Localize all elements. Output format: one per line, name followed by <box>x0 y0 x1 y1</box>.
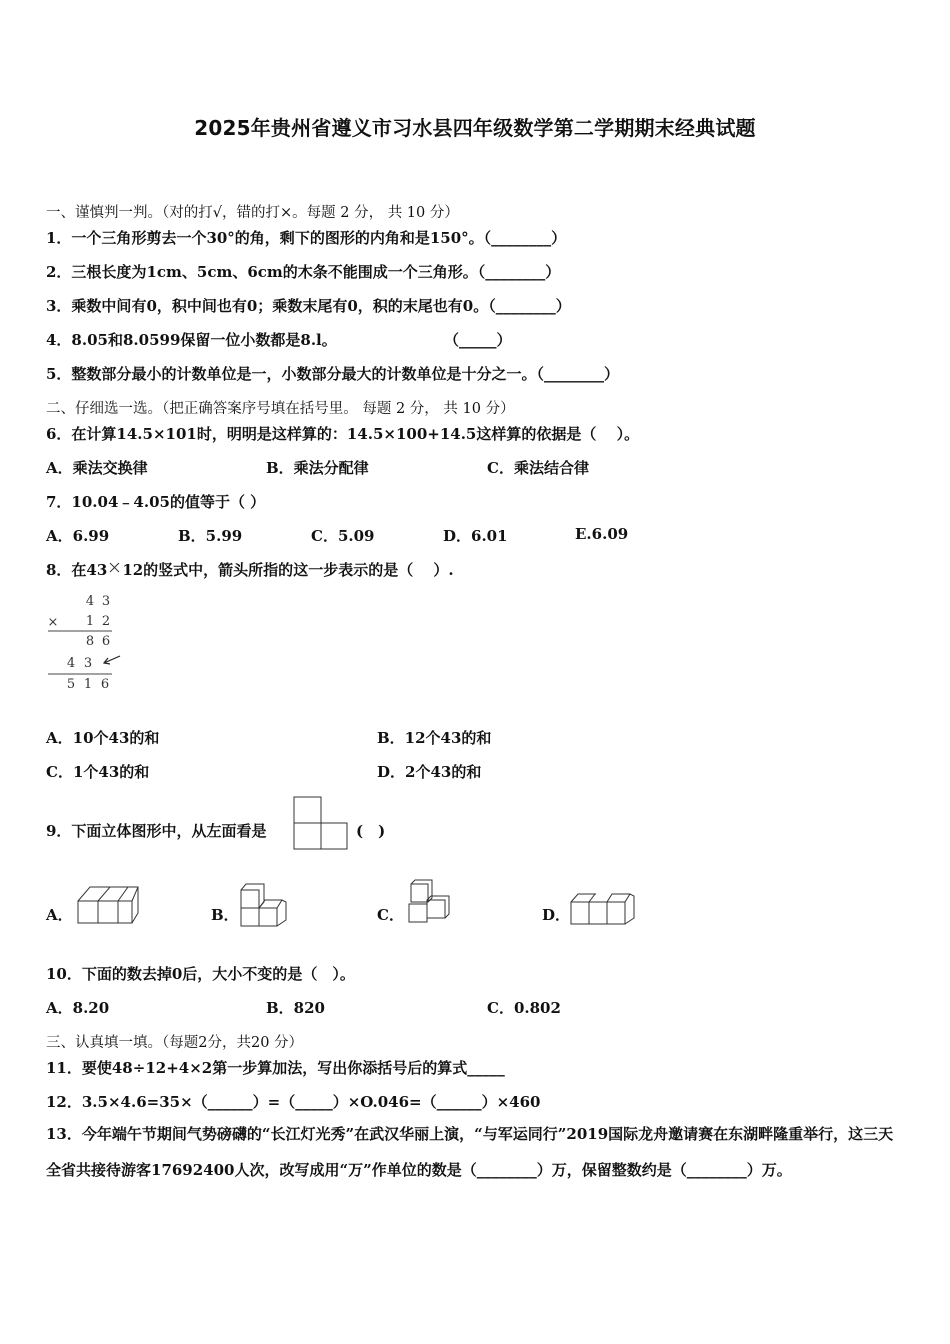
calc-digit: 1 <box>85 614 95 629</box>
q8-option-d: D．2个43的和 <box>377 763 482 781</box>
q8-option-a: A．10个43的和 <box>46 729 160 747</box>
q9-option-c: C． <box>377 906 404 924</box>
calc-times-sign: × <box>47 615 59 630</box>
q6-option-a: A．乘法交换律 <box>46 459 148 477</box>
question-6: 6．在计算14.5×101时，明明是这样算的：14.5×100+14.5这样算的依据是（ ）。 <box>46 425 640 443</box>
left-view-shape <box>293 796 349 852</box>
q7-option-d: D．6.01 <box>443 527 508 545</box>
calc-digit: 1 <box>83 677 93 692</box>
question-3: 3．乘数中间有0，积中间也有0；乘数末尾有0，积的末尾也有0。（________） <box>46 297 571 315</box>
calc-digit: 5 <box>66 677 76 692</box>
question-12: 12．3.5×4.6=35×（______）=（_____）×O.046=（______）×460 <box>46 1093 541 1111</box>
q8-text-start: 8．在43 <box>46 561 108 579</box>
q9-option-c-figure <box>404 878 452 926</box>
q7-option-e: E.6.09 <box>575 525 629 543</box>
q6-option-c: C．乘法结合律 <box>487 459 589 477</box>
question-11: 11．要使48÷12+4×2第一步算加法，写出你添括号后的算式_____ <box>46 1059 505 1077</box>
q10-option-c: C．0.802 <box>487 999 561 1017</box>
section-3-heading: 三、认真填一填。（每题2分，共20 分） <box>46 1035 304 1051</box>
question-5: 5．整数部分最小的计数单位是一，小数部分最大的计数单位是十分之一。（________） <box>46 365 619 383</box>
q9-option-b-figure <box>238 880 290 928</box>
question-8 <box>46 559 454 580</box>
calc-digit: 6 <box>101 634 111 649</box>
calc-digit: 8 <box>85 634 95 649</box>
q8-option-c: C．1个43的和 <box>46 763 150 781</box>
calc-digit: 6 <box>100 677 110 692</box>
arrow-icon <box>104 656 120 664</box>
calc-digit: 3 <box>101 594 111 609</box>
q7-option-b: B．5.99 <box>178 527 243 545</box>
q9-option-b: B． <box>211 906 239 924</box>
page-title: 2025年贵州省遵义市习水县四年级数学第二学期期末经典试题 <box>194 116 756 140</box>
q9-option-d: D． <box>542 906 571 924</box>
calc-digit: 3 <box>83 656 93 671</box>
q9-option-a: A． <box>46 906 73 924</box>
q6-option-b: B．乘法分配律 <box>266 459 369 477</box>
question-1: 1．一个三角形剪去一个30°的角，剩下的图形的内角和是150°。（________） <box>46 229 567 247</box>
question-13: 13．今年端午节期间气势磅礴的“长江灯光秀”在武汉华丽上演，“与军运同行”2019国际龙舟邀请赛在东湖畔隆重举行，这三天全省共接待游客17692400人次，改写成用“万”作单位的数是（________）万，保留整数约是（________）万。 <box>46 1125 894 1179</box>
q9-option-d-figure <box>568 888 640 928</box>
question-2: 2．三根长度为1cm、5cm、6cm的木条不能围成一个三角形。（________） <box>46 263 561 281</box>
q9-answer-paren: ( ) <box>356 822 386 840</box>
calc-digit: 4 <box>66 656 76 671</box>
calc-digit: 4 <box>85 594 95 609</box>
question-10: 10．下面的数去掉0后，大小不变的是（ ）。 <box>46 965 355 983</box>
question-9: 9．下面立体图形中，从左面看是 <box>46 822 267 840</box>
vertical-multiplication-figure <box>44 590 134 694</box>
q7-option-c: C．5.09 <box>311 527 375 545</box>
q10-option-b: B．820 <box>266 999 325 1017</box>
question-7: 7．10.04﹣4.05的值等于（ ） <box>46 493 266 511</box>
section-2-heading: 二、仔细选一选。（把正确答案序号填在括号里。 每题 2 分， 共 10 分） <box>46 401 515 417</box>
q7-option-a: A．6.99 <box>46 527 110 545</box>
question-4: 4．8.05和8.0599保留一位小数都是8.l。 <box>46 331 337 349</box>
question-4-blank: （_____） <box>444 331 512 349</box>
q8-text-end: 12的竖式中，箭头所指的这一步表示的是（ ）. <box>122 561 454 579</box>
q8-option-b: B．12个43的和 <box>377 729 492 747</box>
calc-digit: 2 <box>101 614 111 629</box>
q9-option-a-figure <box>76 883 140 927</box>
section-1-heading: 一、谨慎判一判。（对的打√，错的打×。每题 2 分， 共 10 分） <box>46 205 459 221</box>
q10-option-a: A．8.20 <box>46 999 110 1017</box>
times-icon <box>108 561 121 574</box>
